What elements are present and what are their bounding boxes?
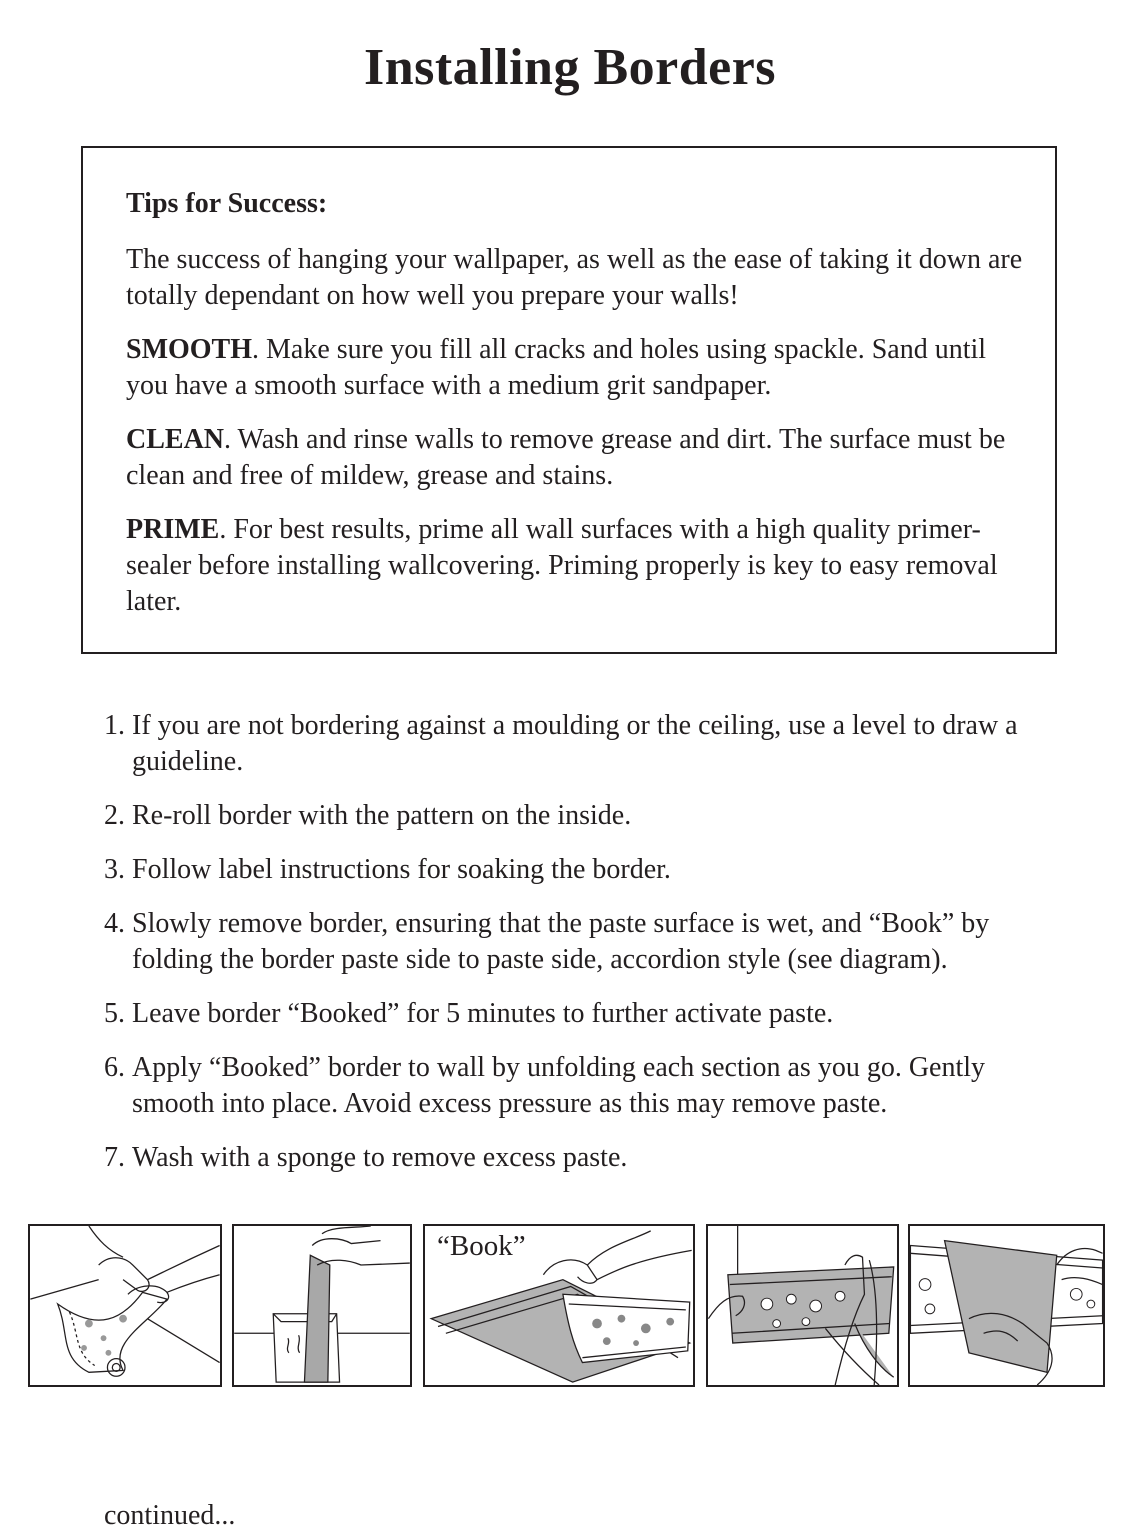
tips-intro: The success of hanging your wallpaper, as well as the ease of taking it down are totally dependant on how well you prepare your walls! [126,244,1023,311]
list-item [104,798,1044,834]
step-text: If you are not bordering against a moulding or the ceiling, use a level to draw a guideline. [132,710,1018,777]
step-number: 1. [104,710,125,741]
list-item [104,852,1044,888]
list-item [104,996,1044,1032]
reroll-illustration [30,1226,220,1385]
step-number: 7. [104,1142,125,1173]
list-item [104,1050,1044,1122]
step-text: Slowly remove border, ensuring that the paste surface is wet, and “Book” by folding the border paste side to paste side, accordion style (see diagram). [132,908,990,975]
smooth-illustration [910,1226,1103,1385]
tips-heading: Tips for Success: [126,188,328,219]
list-item [104,708,1044,780]
step-number: 4. [104,908,125,939]
list-item [104,906,1044,978]
illustration-reroll [28,1224,222,1387]
page-title: Installing Borders [363,39,777,96]
list-item [104,1140,1044,1176]
step-number: 3. [104,854,125,885]
book-label: “Book” [437,1230,526,1262]
apply-illustration [708,1226,897,1385]
tip-prime [126,512,1031,620]
step-text: Follow label instructions for soaking the border. [132,854,671,885]
step-number: 6. [104,1052,125,1083]
illustration-book [423,1224,695,1387]
steps-list [104,708,1044,1194]
continued-note: continued... [104,1500,236,1531]
tip-term: CLEAN [126,424,225,455]
tip-text: . Wash and rinse walls to remove grease and dirt. The surface must be clean and free of mildew, grease and stains. [126,424,1006,491]
tip-term: PRIME [126,514,220,545]
step-number: 5. [104,998,125,1029]
illustration-apply [706,1224,899,1387]
tip-smooth [126,332,1031,404]
tip-text: . Make sure you fill all cracks and holes using spackle. Sand until you have a smooth surface with a medium grit sandpaper. [126,334,987,401]
step-text: Wash with a sponge to remove excess paste. [132,1142,628,1173]
tip-clean [126,422,1031,494]
soak-illustration [234,1226,410,1385]
illustration-smooth [908,1224,1105,1387]
illustration-strip [0,1224,1140,1390]
step-text: Apply “Booked” border to wall by unfolding each section as you go. Gently smooth into place. Avoid excess pressure as this may remove paste. [132,1052,986,1119]
tips-box [81,146,1057,654]
illustration-soak [232,1224,412,1387]
tip-text: . For best results, prime all wall surfaces with a high quality primer-sealer before installing wallcovering. Priming properly is key to easy removal later. [126,514,998,617]
step-number: 2. [104,800,125,831]
tip-term: SMOOTH [126,334,253,365]
step-text: Leave border “Booked” for 5 minutes to further activate paste. [132,998,834,1029]
step-text: Re-roll border with the pattern on the inside. [132,800,632,831]
